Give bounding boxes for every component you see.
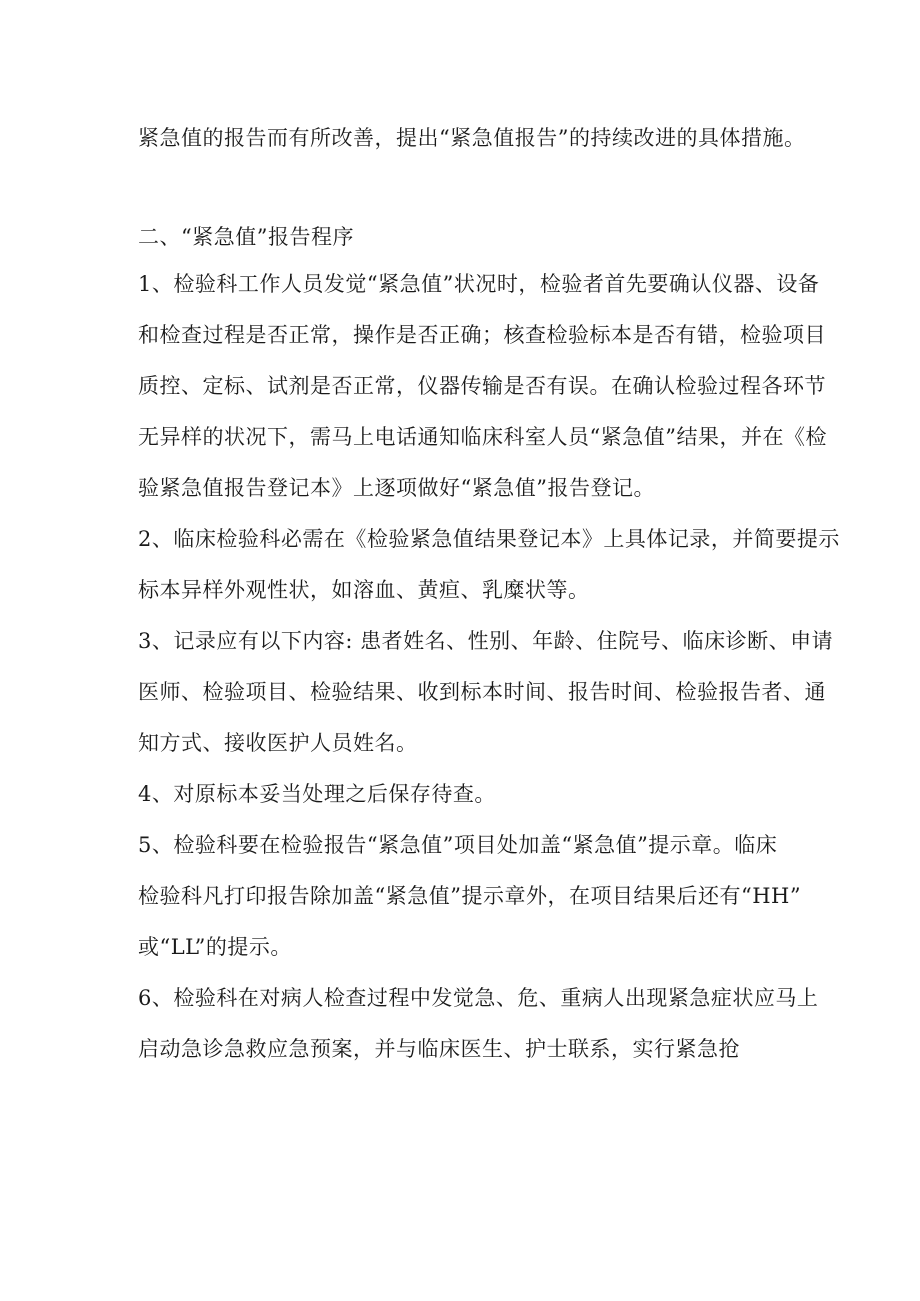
item-2-line-1: 2、临床检验科必需在《检验紧急值结果登记本》上具体记录，并简要提示	[138, 527, 840, 551]
item-1-line-3: 质控、定标、试剂是否正常，仪器传输是否有误。在确认检验过程各环节	[138, 374, 826, 398]
section-heading: 二、“紧急值”报告程序	[138, 225, 354, 249]
item-1-line-2: 和检查过程是否正常，操作是否正确；核查检验标本是否有错，检验项目	[138, 323, 826, 347]
item-5-line-3: 或“LL”的提示。	[138, 935, 292, 959]
item-2-line-2: 标本异样外观性状，如溶血、黄疸、乳糜状等。	[138, 578, 590, 602]
item-3-line-3: 知方式、接收医护人员姓名。	[138, 731, 418, 755]
item-4-line-1: 4、对原标本妥当处理之后保存待查。	[138, 782, 496, 806]
item-5-line-1: 5、检验科要在检验报告“紧急值”项目处加盖“紧急值”提示章。临床	[138, 833, 778, 857]
item-3-line-2: 医师、检验项目、检验结果、收到标本时间、报告时间、检验报告者、通	[138, 680, 826, 704]
item-6-line-2: 启动急诊急救应急预案，并与临床医生、护士联系，实行紧急抢	[138, 1037, 740, 1061]
item-5-line-2: 检验科凡打印报告除加盖“紧急值”提示章外，在项目结果后还有“HH”	[138, 884, 802, 908]
item-1-line-4: 无异样的状况下，需马上电话通知临床科室人员“紧急值”结果，并在《检	[138, 425, 827, 449]
item-1-line-1: 1、检验科工作人员发觉“紧急值”状况时，检验者首先要确认仪器、设备	[138, 272, 820, 296]
item-6-line-1: 6、检验科在对病人检查过程中发觉急、危、重病人出现紧急症状应马上	[138, 986, 819, 1010]
intro-paragraph: 紧急值的报告而有所改善，提出“紧急值报告”的持续改进的具体措施。	[138, 126, 806, 150]
item-3-line-1: 3、记录应有以下内容: 患者姓名、性别、年龄、住院号、临床诊断、申请	[138, 629, 834, 653]
item-1-line-5: 验紧急值报告登记本》上逐项做好“紧急值”报告登记。	[138, 476, 655, 500]
